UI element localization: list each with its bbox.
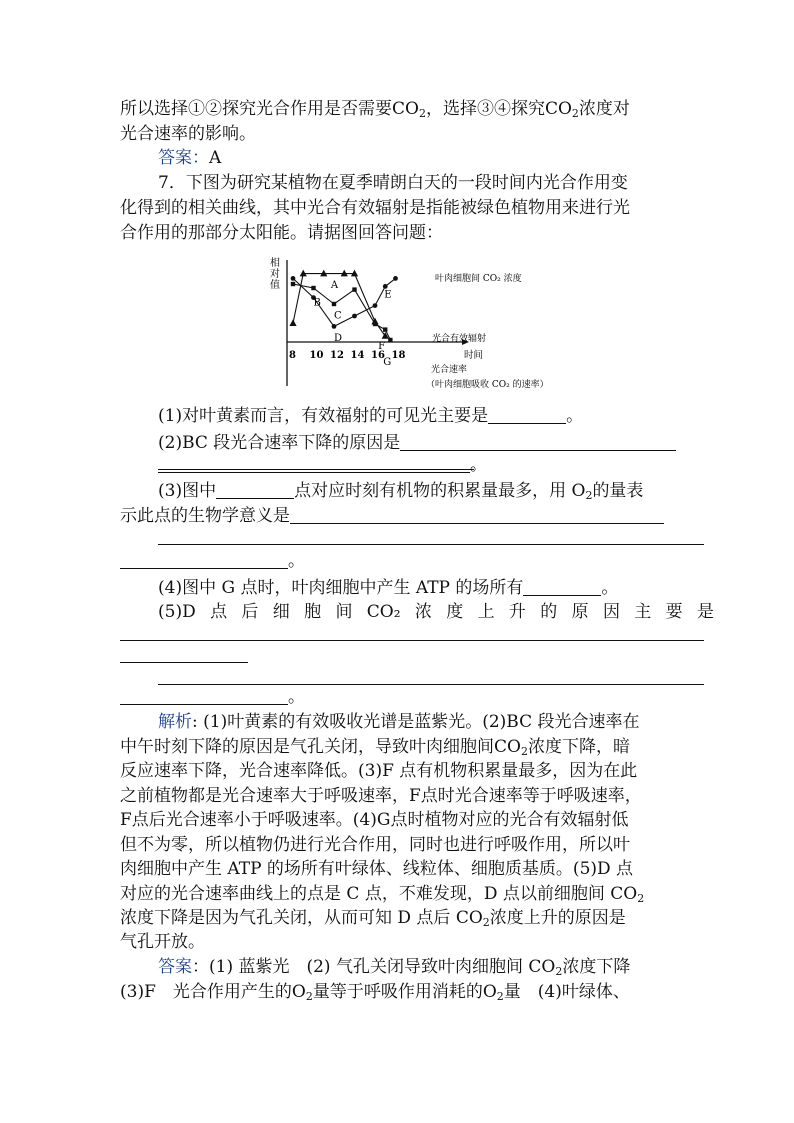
analysis-4: 之前植物都是光合速率大于呼吸速率，F点时光合速率等于呼吸速率， (120, 786, 642, 806)
legend (426, 272, 549, 390)
analysis-3: 反应速率下降，光合速率降低。(3)F 点有机物积累量最多，因为在此 (120, 761, 638, 781)
question-line-3: 合作用的那部分太阳能。请据图回答问题： (120, 223, 443, 243)
answer-a: 答案：A (158, 148, 222, 168)
point-label-b: B (313, 297, 321, 309)
point-label-f: F (378, 340, 386, 352)
analysis-5: F点后光合速率小于呼吸速率。(4)G点时植物对应的光合有效辐射低 (120, 810, 629, 830)
point-label-g: G (383, 356, 392, 368)
intro-line-2: 光合速率的影响。 (120, 124, 256, 144)
point-label-a: A (330, 280, 339, 291)
rule (158, 469, 474, 470)
series-point (320, 270, 327, 277)
blank-4[interactable] (523, 575, 601, 596)
series-line-1 (293, 274, 385, 336)
intro-line-1: 所以选择①②探究光合作用是否需要$CO_2$，选择③④探究$CO_2$浓度对 (120, 99, 630, 120)
series-point (373, 303, 378, 308)
x-tick-label: 8 (289, 350, 296, 361)
analysis-10: 气孔开放。 (120, 932, 205, 952)
series-point (352, 314, 357, 319)
series-point (373, 322, 377, 326)
series-point (351, 270, 358, 277)
series-point (332, 324, 337, 329)
x-tick-label: 14 (350, 350, 365, 361)
series-point (352, 287, 356, 291)
series-point (388, 338, 392, 342)
series-point (289, 319, 296, 326)
blank-5[interactable] (120, 684, 288, 705)
analysis-1: 解析: (1)叶黄素的有效吸收光谱是蓝紫光。(2)BC 段光合速率在 (158, 712, 640, 732)
x-axis-label: 时间 (464, 350, 484, 361)
blank-2a[interactable] (400, 430, 676, 451)
y-label-char: 值 (270, 280, 280, 291)
x-tick-label: 10 (309, 350, 324, 361)
series-point (383, 327, 387, 331)
series-point (341, 270, 348, 277)
series-point (332, 302, 336, 306)
subq-1: (1)对叶黄素而言，有效福射的可见光主要是 。 (158, 403, 583, 428)
question-line-2: 化得到的相关曲线，其中光合有效辐射是指能被绿色植物用来进行光 (120, 198, 630, 218)
subq-2-cont: 。 (158, 452, 487, 477)
blank-1[interactable] (488, 403, 566, 424)
point-label-e: E (384, 289, 392, 301)
subq-5-end: 。 (120, 684, 305, 709)
analysis-8: 对应的光合速率曲线上的点是 C 点，不难发现，D 点以前细胞间 $CO_2$ (120, 884, 645, 905)
subq-4: (4)图中 G 点时，叶肉细胞中产生 ATP 的场所有 。 (158, 575, 618, 600)
blank-3a[interactable] (216, 478, 294, 499)
rule (120, 640, 704, 641)
point-label-c: C (334, 310, 342, 322)
series-point (383, 284, 388, 289)
final-answer-1: 答案：(1) 蓝紫光 (2) 气孔关闭导致叶肉细胞间 $CO_2$浓度下降 (158, 957, 631, 978)
series-point (311, 286, 315, 290)
legend-rate: 光合速率 (431, 365, 468, 375)
subq-3-cont: 示此点的生物学意义是 (120, 503, 664, 528)
series-point (300, 270, 307, 277)
question-line-1: 7．下图为研究某植物在夏季晴朗白天的一段时间内光合作用变 (158, 173, 628, 193)
series-point (291, 276, 296, 281)
analysis-2: 中午时刻下降的原因是气孔关闭，导致叶肉细胞间$CO_2$浓度下降，暗 (120, 737, 630, 758)
x-tick-label: 18 (391, 350, 406, 361)
x-tick-label: 12 (330, 350, 344, 361)
x-tick-label: 16 (371, 350, 385, 361)
subq-3-end: 。 (120, 548, 305, 573)
rule (158, 544, 704, 545)
y-label-char: 对 (270, 269, 280, 280)
legend-co2: 叶肉细胞间 CO₂ 浓度 (435, 274, 522, 284)
rule (120, 662, 248, 663)
series-line-0 (293, 278, 396, 326)
analysis-9: 浓度下降是因为气孔关闭，从而可知 D 点后 $CO_2$浓度上升的原因是 (120, 908, 626, 929)
series-point (393, 276, 398, 281)
final-answer-2: (3)F 光合作用产生的$O_2$量等于呼吸作用消耗的$O_2$量 (4)叶绿体、 (120, 982, 630, 1003)
y-axis-label (270, 256, 280, 291)
legend-radiation: 光合有效辐射 (432, 334, 487, 344)
blank-3c[interactable] (120, 548, 288, 569)
blank-3b[interactable] (290, 503, 664, 524)
analysis-7: 肉细胞中产生 ATP 的场所有叶绿体、线粒体、细胞质基质。(5)D 点 (120, 859, 634, 879)
series-point (291, 282, 295, 286)
analysis-6: 但不为零，所以植物仍进行光合作用，同时也进行呼吸作用，所以叶 (120, 835, 630, 855)
subq-5: (5)D 点 后 细 胞 间 CO₂ 浓 度 上 升 的 原 因 主 要 是 (158, 602, 714, 622)
subq-3: (3)图中 点对应时刻有机物的积累量最多，用 $O_2$的量表 (158, 478, 643, 503)
y-label-char: 相 (270, 258, 280, 269)
legend-rate-note: （叶肉细胞吸收 CO₂ 的速率） (426, 380, 549, 390)
point-label-d: D (334, 332, 343, 344)
subq-2: (2)BC 段光合速率下降的原因是 (158, 430, 676, 455)
photosynthesis-chart (262, 254, 592, 396)
